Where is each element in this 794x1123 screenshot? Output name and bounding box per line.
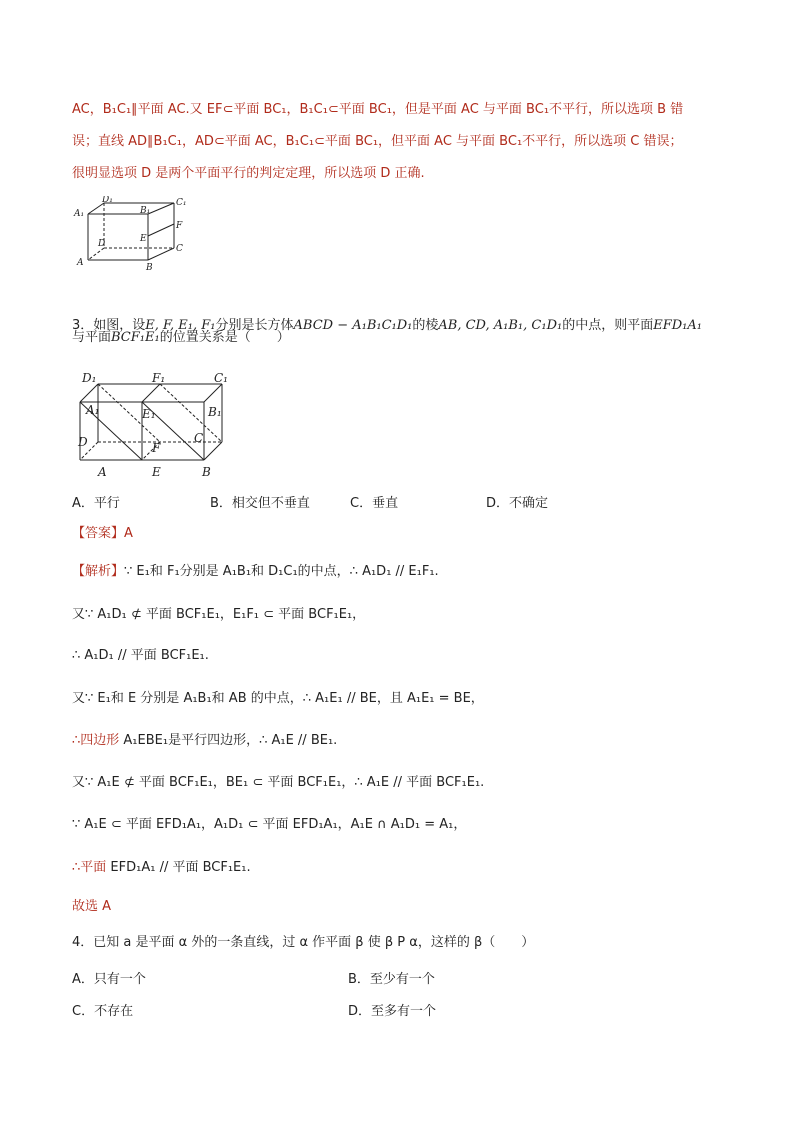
analysis-conclusion-label: ∴平面 [72,860,107,875]
label-d: D [98,239,106,249]
q3-option-d[interactable]: D．不确定 [486,496,549,511]
analysis-line-1 [72,562,439,582]
analysis-line-2: 又∵ A₁D₁ ⊄ 平面 BCF₁E₁，E₁F₁ ⊂ 平面 BCF₁E₁， [72,607,366,622]
analysis-line-4: 又∵ E₁和 E 分别是 A₁B₁和 AB 的中点，∴ A₁E₁ // BE，且 A₁E₁ = BE， [72,691,484,706]
analysis-line-7: ∵ A₁E ⊂ 平面 EFD₁A₁，A₁D₁ ⊂ 平面 EFD₁A₁，A₁E ∩ A₁D₁ = A₁， [72,817,467,832]
analysis-quad-text: A₁EBE₁是平行四边形，∴ A₁E // BE₁. [119,733,338,748]
prev-solution-line-2: 误；直线 AD∥B₁C₁，AD⊂平面 AC，B₁C₁⊂平面 BC₁，但平面 AC 与平面 BC₁不平行，所以选项 C 错误； [72,134,683,149]
small-cuboid-figure [72,196,192,274]
label-c: C [176,244,183,254]
label-e: E [152,465,161,479]
hidden-edge [88,248,104,260]
analysis-line-9: 故选 A [72,899,112,914]
analysis-line-3: ∴ A₁D₁ // 平面 BCF₁E₁. [72,648,209,663]
prev-solution-line-1: AC，B₁C₁∥平面 AC.又 EF⊂平面 BC₁，B₁C₁⊂平面 BC₁，但是平面 AC 与平面 BC₁不平行，所以选项 B 错 [72,102,684,117]
q3-option-a[interactable]: A．平行 [72,496,120,511]
q3-mid: 分别是长方体 [215,318,294,333]
q3-prefix: 3．如图，设 [72,318,146,333]
label-c1: C₁ [176,198,187,208]
label-c1: C₁ [214,372,228,385]
q3-option-c[interactable]: C．垂直 [350,496,399,511]
label-b: B [146,263,153,273]
label-f1: F₁ [152,372,166,385]
q3-option-b[interactable]: B．相交但不垂直 [210,496,310,511]
q4-option-c[interactable]: C．不存在 [72,1004,134,1019]
q3-vars: E, F, E₁, F₁ [145,318,216,333]
q3-l2-prefix: 与平面 [72,330,112,345]
label-b1: B₁ [140,206,151,216]
label-d: D [78,435,88,449]
label-f: F [152,441,161,455]
q3-plane-1: EFD₁A₁ [653,318,702,333]
q4-option-d[interactable]: D．至多有一个 [348,1004,437,1019]
label-a: A [77,258,84,268]
label-d1: D₁ [102,196,113,205]
label-b: B [202,465,211,479]
section-line [142,384,160,402]
label-a1: A₁ [86,403,100,417]
edge [204,384,222,402]
label-c: C [194,431,204,445]
q3-mid2: 的棱 [412,318,439,333]
analysis-text: ∵ E₁和 F₁分别是 A₁B₁和 D₁C₁的中点，∴ A₁D₁ // E₁F₁. [124,564,439,579]
label-a1: A₁ [74,209,85,219]
q3-stem-line-2 [72,328,290,348]
q4-stem: 4．已知 a 是平面 α 外的一条直线，过 α 作平面 β 使 β P α，这样的 β（ ） [72,935,535,950]
edge-ef [148,224,174,236]
analysis-line-8 [72,858,251,878]
analysis-line-5 [72,731,337,751]
q4-option-b[interactable]: B．至少有一个 [348,972,435,987]
label-f: F [176,221,183,231]
q4-option-a[interactable]: A．只有一个 [72,972,146,987]
edge [80,384,98,402]
analysis-conclusion-text: EFD₁A₁ // 平面 BCF₁E₁. [106,860,251,875]
edge [148,248,174,260]
q3-plane-2: BCF₁E₁ [111,330,160,345]
q3-cuboid-figure [74,372,234,484]
label-e: E [140,234,147,244]
edge [148,203,174,214]
q3-l2-end: 的位置关系是（ ） [159,330,290,345]
analysis-label: 【解析】 [72,564,125,579]
q3-edges: AB, CD, A₁B₁, C₁D₁ [438,318,563,333]
analysis-line-6: 又∵ A₁E ⊄ 平面 BCF₁E₁，BE₁ ⊂ 平面 BCF₁E₁，∴ A₁E // 平面 BCF₁E₁. [72,775,485,790]
edge [204,442,222,460]
label-b1: B₁ [208,405,222,419]
q3-solid: ABCD − A₁B₁C₁D₁ [293,318,413,333]
answer-line: 【答案】A [72,526,133,541]
analysis-quad-label: ∴四边形 [72,733,120,748]
label-e1: E₁ [142,407,156,421]
prev-solution-line-3: 很明显选项 D 是两个平面平行的判定定理，所以选项 D 正确. [72,166,425,181]
label-a: A [98,465,107,479]
label-d1: D₁ [82,372,97,385]
q3-end: 的中点，则平面 [562,318,654,333]
